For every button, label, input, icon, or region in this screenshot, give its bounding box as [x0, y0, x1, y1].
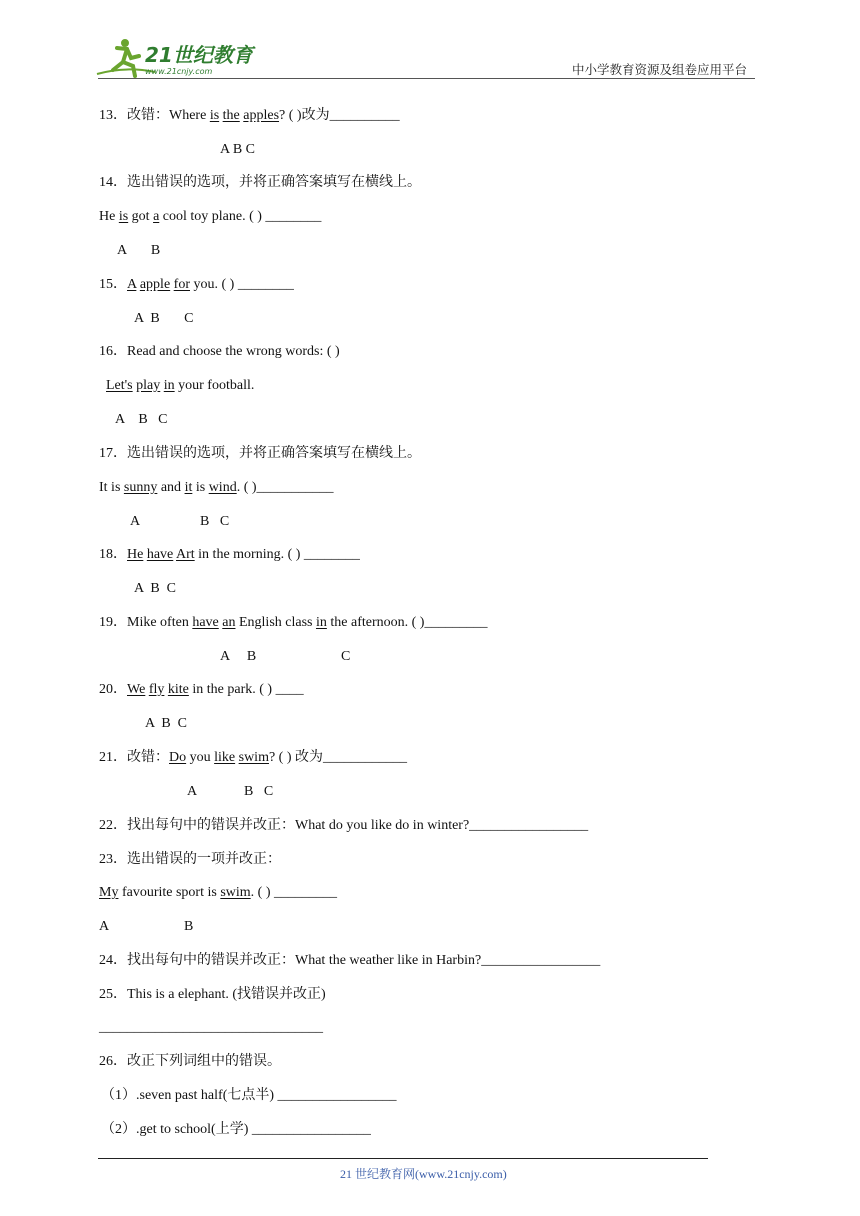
- question-16-title: 16．Read and choose the wrong words: ( ): [99, 344, 340, 359]
- question-23-option-b: B: [184, 919, 194, 934]
- logo-text: 21世纪教育: [145, 43, 253, 67]
- question-20-options: A B C: [145, 716, 188, 731]
- question-17-options-bc: B C: [200, 514, 230, 529]
- question-17-title: 17．选出错误的选项，并将正确答案填写在横线上。: [99, 446, 421, 461]
- question-15-options: A B C: [134, 311, 194, 326]
- question-26-item-1: （1）.seven past half(七点半) _________________: [101, 1088, 397, 1103]
- question-26-title: 26．改正下列词组中的错误。: [99, 1054, 281, 1069]
- question-17: It is sunny and it is wind. ( )___________: [99, 480, 334, 495]
- question-14: He is got a cool toy plane. ( ) ________: [99, 209, 322, 224]
- question-21-option-a: A: [187, 784, 198, 799]
- question-18-options: A B C: [134, 581, 177, 596]
- question-14-title: 14．选出错误的选项，并将正确答案填写在横线上。: [99, 175, 421, 190]
- question-19-option-c: C: [341, 649, 351, 664]
- header-platform-text: 中小学教育资源及组卷应用平台: [572, 62, 748, 77]
- question-18: 18．He have Art in the morning. ( ) ________: [99, 547, 360, 562]
- question-13: 13．改错：Where is the apples? ( )改为__________: [99, 108, 400, 123]
- question-17-option-a: A: [130, 514, 141, 529]
- question-23-option-a: A: [99, 919, 110, 934]
- footer-link[interactable]: 21 世纪教育网(www.21cnjy.com): [340, 1167, 507, 1181]
- question-19: 19．Mike often have an English class in the afternoon. ( )_________: [99, 615, 488, 630]
- question-21: 21．改错：Do you like swim? ( ) 改为____________: [99, 750, 408, 765]
- question-16: Let's play in your football.: [106, 378, 255, 393]
- logo-url: www.21cnjy.com: [145, 67, 213, 76]
- question-19-options-ab: A B: [220, 649, 257, 664]
- question-26-item-2: （2）.get to school(上学) _________________: [101, 1122, 371, 1137]
- question-24: 24．找出每句中的错误并改正：What the weather like in Harbin?_________________: [99, 953, 601, 968]
- header-divider: [98, 78, 755, 79]
- question-23: My favourite sport is swim. ( ) _________: [99, 885, 337, 900]
- question-16-options: A B C: [115, 412, 168, 427]
- question-13-options: A B C: [220, 142, 256, 157]
- question-25: 25．This is a elephant. (找错误并改正): [99, 987, 326, 1002]
- question-15: 15．A apple for you. ( ) ________: [99, 277, 294, 292]
- footer-divider: [98, 1158, 708, 1159]
- question-25-answer-blank[interactable]: ________________________________: [99, 1020, 323, 1035]
- site-logo: [95, 36, 265, 80]
- question-14-options: A B: [117, 243, 161, 258]
- question-23-title: 23．选出错误的一项并改正：: [99, 852, 281, 867]
- question-20: 20．We fly kite in the park. ( ) ____: [99, 682, 304, 697]
- question-22: 22．找出每句中的错误并改正：What do you like do in winter?_________________: [99, 818, 589, 833]
- question-21-options-bc: B C: [244, 784, 274, 799]
